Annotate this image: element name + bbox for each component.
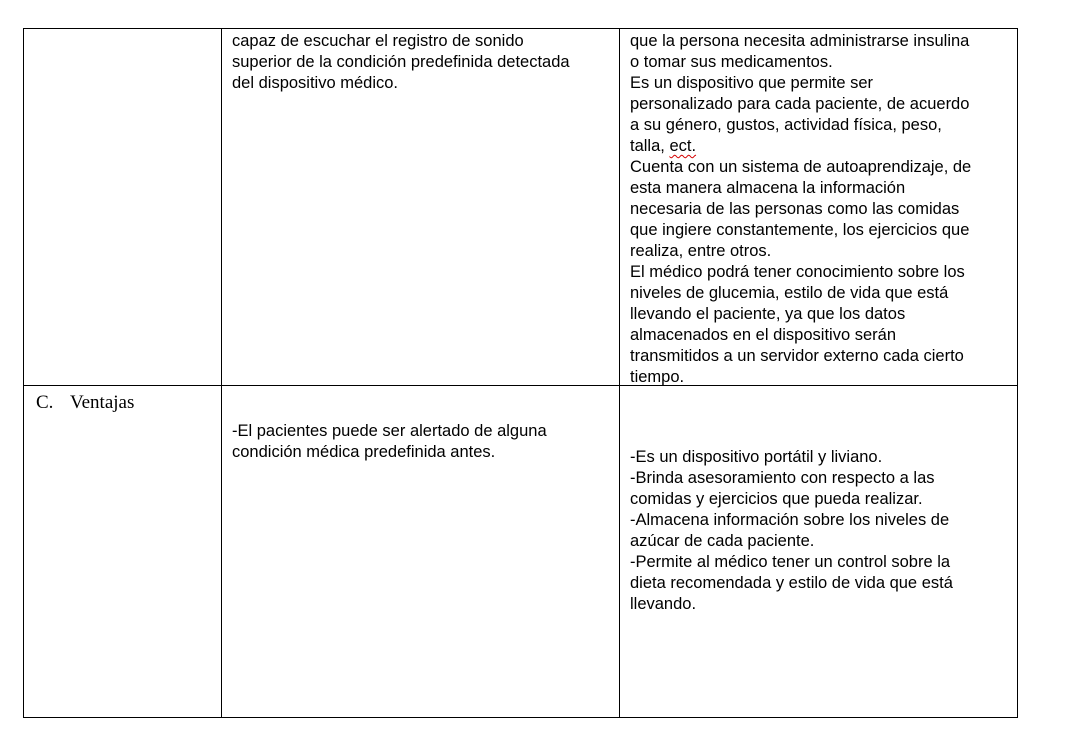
column-divider-1 <box>221 29 222 717</box>
row2-col3-line: -Permite al médico tener un control sobre la <box>630 553 951 571</box>
comparison-table <box>23 28 1018 718</box>
column-divider-2 <box>619 29 620 717</box>
row1-col2-line: capaz de escuchar el registro de sonido <box>232 32 524 50</box>
row1-col3-line: almacenados en el dispositivo serán <box>630 326 896 344</box>
section-label: Ventajas <box>70 392 135 413</box>
section-heading-ventajas <box>36 391 134 415</box>
row1-col2-cell <box>232 31 570 94</box>
row1-col3-line: que ingiere constantemente, los ejercicios que <box>630 221 970 239</box>
row1-col3-line: tiempo. <box>630 368 685 386</box>
row2-col3-line: dieta recomendada y estilo de vida que está <box>630 574 953 592</box>
row1-col3-line: que la persona necesita administrarse insulina <box>630 32 970 50</box>
row1-col3-line <box>630 136 971 157</box>
row2-col2-line: condición médica predefinida antes. <box>232 443 496 461</box>
row1-col3-line: Es un dispositivo que permite ser <box>630 74 874 92</box>
row1-col3-line: a su género, gustos, actividad física, peso, <box>630 116 942 134</box>
row1-col3-line: El médico podrá tener conocimiento sobre los <box>630 263 965 281</box>
row1-col3-cell <box>630 31 971 388</box>
talla-prefix: talla, <box>630 137 670 155</box>
row2-col3-line: llevando. <box>630 595 697 613</box>
row1-col3-line: transmitidos a un servidor externo cada cierto <box>630 347 964 365</box>
row1-col2-line: superior de la condición predefinida detectada <box>232 53 570 71</box>
row2-col3-line: -Brinda asesoramiento con respecto a las <box>630 469 935 487</box>
misspelled-word[interactable]: ect. <box>669 137 697 155</box>
row1-col3-line: Cuenta con un sistema de autoaprendizaje, de <box>630 158 972 176</box>
row2-col3-line: comidas y ejercicios que pueda realizar. <box>630 490 923 508</box>
row1-col3-line: realiza, entre otros. <box>630 242 772 260</box>
row2-col3-line: -Almacena información sobre los niveles de <box>630 511 950 529</box>
row2-col2-cell <box>232 421 547 463</box>
row1-col3-line: llevando el paciente, ya que los datos <box>630 305 906 323</box>
row1-col2-line: del dispositivo médico. <box>232 74 398 92</box>
row2-col3-line: -Es un dispositivo portátil y liviano. <box>630 448 883 466</box>
section-letter: C. <box>36 392 54 413</box>
row1-col3-line: o tomar sus medicamentos. <box>630 53 833 71</box>
row1-col3-line: necesaria de las personas como las comidas <box>630 200 960 218</box>
row1-col3-line: esta manera almacena la información <box>630 179 906 197</box>
row2-col3-cell <box>630 447 953 615</box>
row2-col3-line: azúcar de cada paciente. <box>630 532 815 550</box>
row1-col3-line: niveles de glucemia, estilo de vida que está <box>630 284 949 302</box>
row2-col2-line: -El pacientes puede ser alertado de alguna <box>232 422 547 440</box>
row1-col3-line: personalizado para cada paciente, de acuerdo <box>630 95 970 113</box>
